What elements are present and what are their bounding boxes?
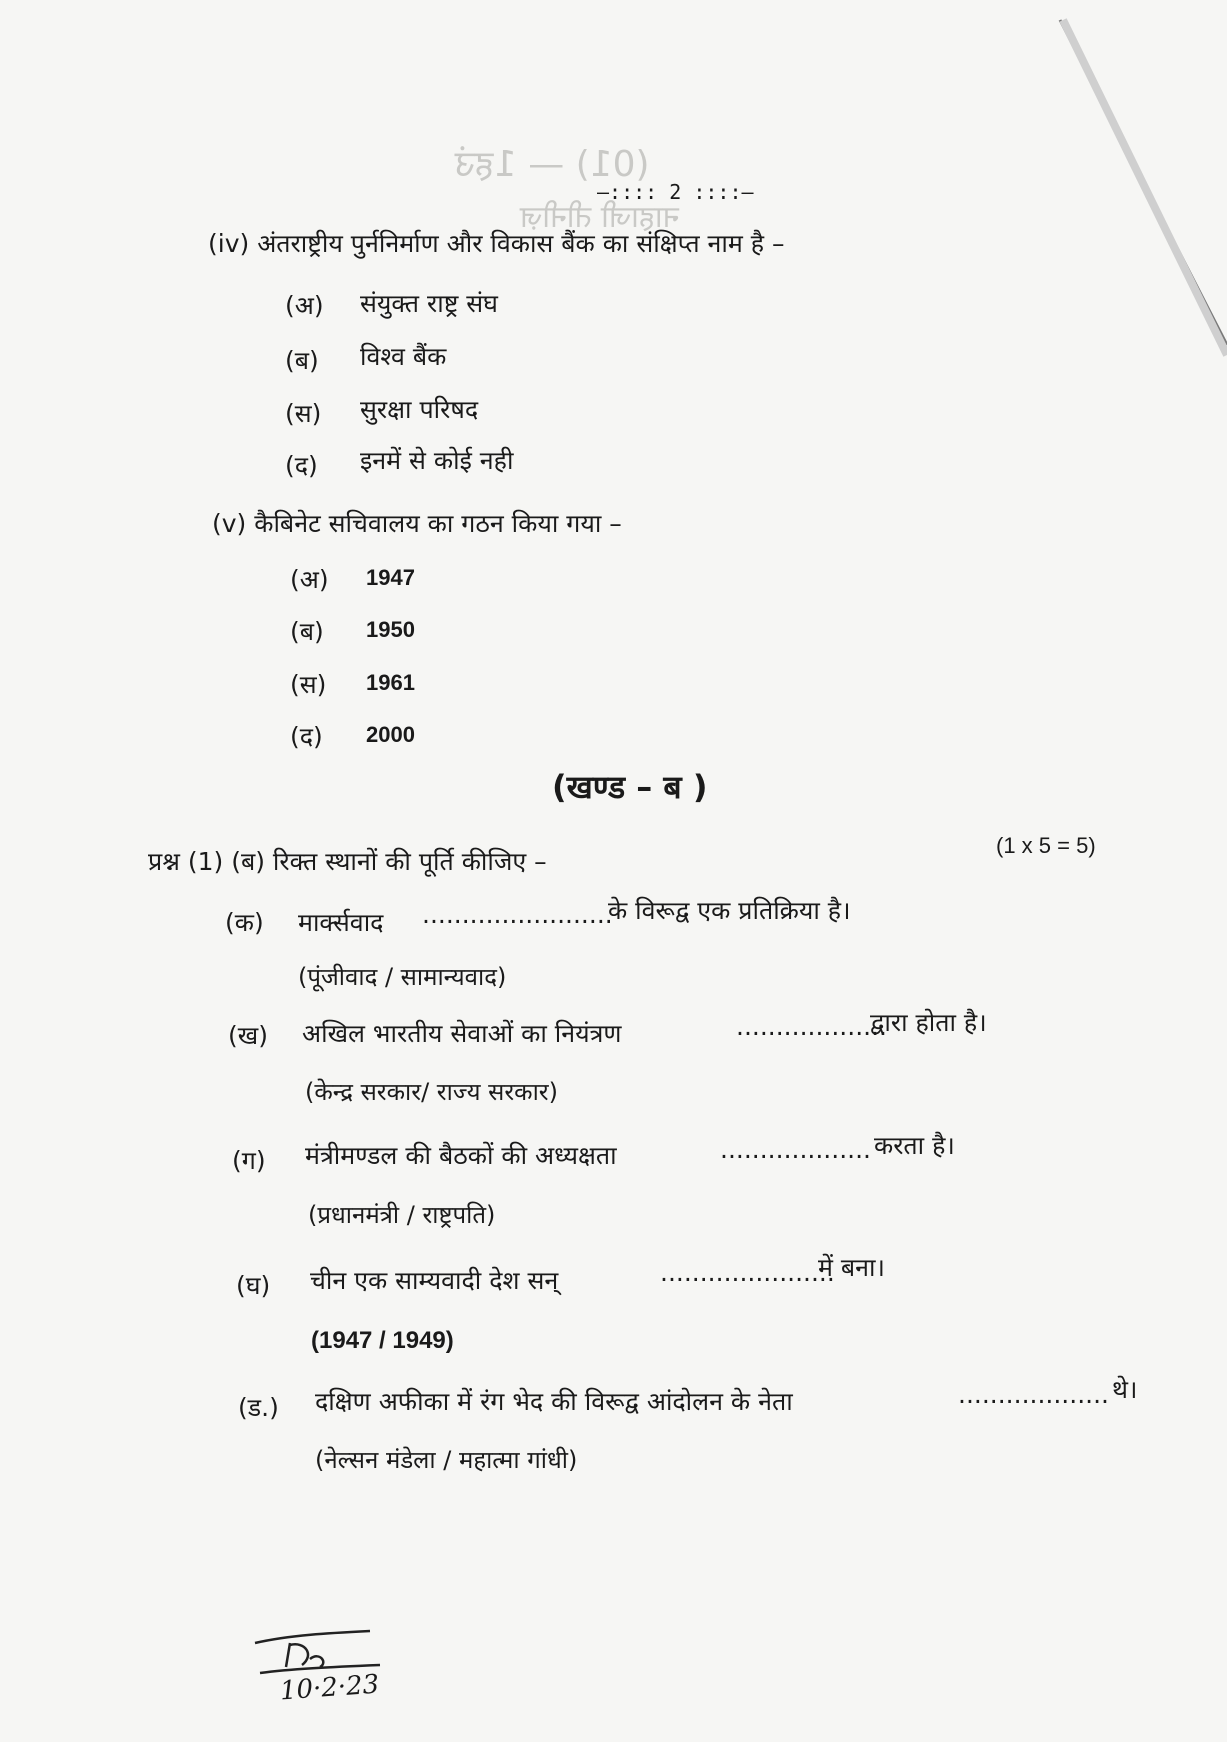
blank-dots: ........................	[422, 900, 613, 929]
option-label: (ब)	[285, 346, 319, 375]
blank-label: (घ)	[236, 1271, 271, 1300]
option-text: इनमें से कोई नही	[360, 446, 514, 475]
signature-date: 10·2·23	[279, 1669, 381, 1707]
blank-hint: (1947 / 1949)	[311, 1327, 454, 1354]
blank-text-before: मार्क्सवाद	[298, 908, 384, 937]
blank-text-after: में बना।	[818, 1253, 885, 1282]
option-label: (द)	[285, 451, 318, 480]
page-number: —:::: 2 ::::—	[597, 180, 754, 204]
question-iv: (iv) अंतराष्ट्रीय पुर्ननिर्माण और विकास बैंक का संक्षिप्त नाम है –	[208, 229, 785, 258]
section-title: (खण्ड – ब )	[552, 768, 708, 806]
blank-label: (ड.)	[238, 1393, 279, 1422]
question-prefix: प्रश्न (1) (ब) रिक्त स्थानों की पूर्ति कीजिए –	[148, 847, 547, 876]
blank-hint: (केन्द्र सरकार/ राज्य सरकार)	[305, 1078, 558, 1106]
option-label: (अ)	[290, 565, 329, 594]
blank-dots: ...................	[736, 1012, 887, 1041]
blank-hint: (नेल्सन मंडेला / महात्मा गांधी)	[315, 1446, 578, 1474]
option-text: 1947	[366, 565, 415, 590]
option-label: (ब)	[290, 617, 324, 646]
option-label: (स)	[285, 399, 322, 428]
blank-text-before: चीन एक साम्यवादी देश सन्	[310, 1266, 559, 1295]
option-text: विश्व बैंक	[360, 342, 447, 371]
blank-dots: ...................	[720, 1135, 871, 1164]
blank-label: (क)	[225, 908, 264, 937]
question-v: (v) कैबिनेट सचिवालय का गठन किया गया –	[212, 509, 622, 538]
option-text: संयुक्त राष्ट्र संघ	[360, 289, 498, 318]
blank-label: (ग)	[232, 1146, 266, 1175]
option-label: (द)	[290, 722, 323, 751]
blank-text-before: अखिल भारतीय सेवाओं का नियंत्रण	[302, 1019, 622, 1048]
bleed-through-text: नाहाजी तीनीज़	[520, 200, 680, 235]
bleed-through-text: (01) — 1हउं	[455, 144, 650, 185]
handwritten-signature	[250, 1615, 430, 1715]
blank-text-after: द्वारा होता है।	[870, 1008, 987, 1037]
blank-text-after: करता है।	[874, 1131, 955, 1160]
option-label: (अ)	[285, 291, 324, 320]
blank-text-after: के विरूद्व एक प्रतिक्रिया है।	[608, 896, 851, 925]
blank-text-before: मंत्रीमण्डल की बैठकों की अध्यक्षता	[305, 1141, 617, 1170]
blank-text-after: थे।	[1112, 1375, 1138, 1404]
blank-label: (ख)	[228, 1021, 268, 1050]
blank-text-before: दक्षिण अफीका में रंग भेद की विरूद्व आंदोलन के नेता	[315, 1387, 793, 1416]
blank-hint: (प्रधानमंत्री / राष्ट्रपति)	[308, 1201, 496, 1229]
marks: (1 x 5 = 5)	[996, 833, 1096, 858]
blank-dots: ......................	[660, 1258, 835, 1287]
blank-dots: ...................	[958, 1380, 1109, 1409]
option-text: सुरक्षा परिषद	[360, 395, 479, 424]
option-text: 2000	[366, 722, 415, 747]
blank-hint: (पूंजीवाद / सामान्यवाद)	[298, 963, 507, 991]
option-label: (स)	[290, 670, 327, 699]
option-text: 1950	[366, 617, 415, 642]
option-text: 1961	[366, 670, 415, 695]
